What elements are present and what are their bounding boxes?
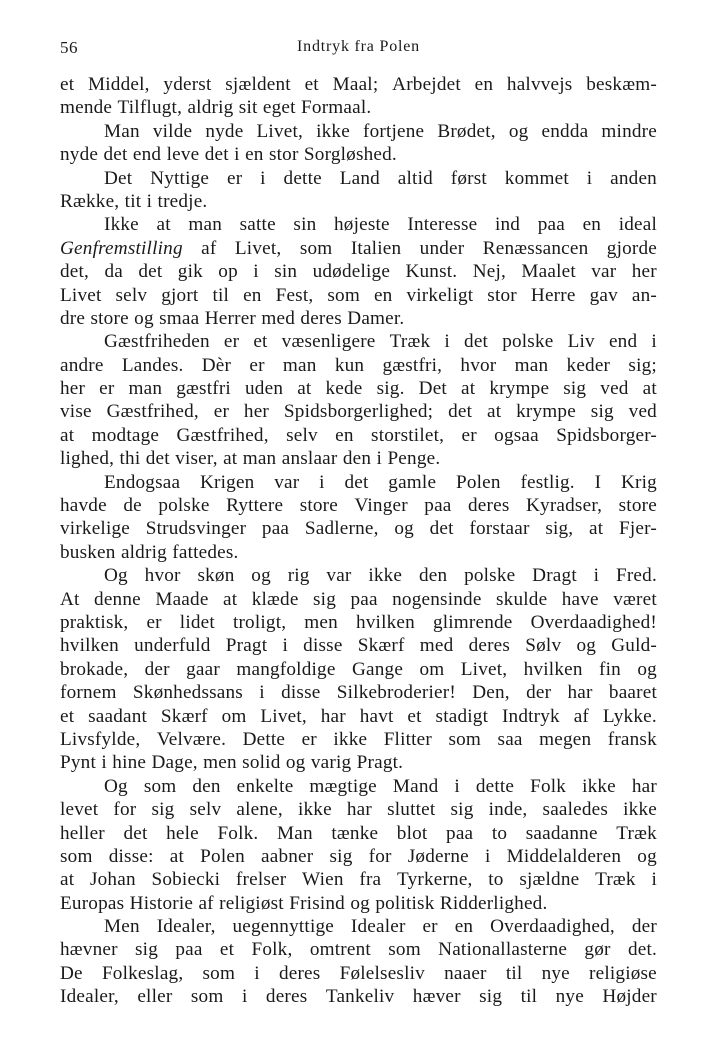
text-line: andre Landes. Dèr er man kun gæstfri, hvor man keder sig; [60,354,657,376]
text-line: dre store og smaa Herrer med deres Damer. [60,307,405,329]
text-line: Og som den enkelte mægtige Mand i dette Folk ikke har [104,775,657,797]
text-line: Pynt i hine Dage, men solid og varig Pragt. [60,752,404,774]
text-line: det, da det gik op i sin udødelige Kunst. Nej, Maalet var her [60,261,657,283]
text-line: virkelige Strudsvinger paa Sadlerne, og det forstaar sig, at Fjer- [60,518,657,540]
page-number: 56 [60,38,78,57]
text-line: Genfremstilling af Livet, som Italien under Renæssancen gjorde [60,237,657,259]
text-line: Det Nyttige er i dette Land altid først kommet i anden [104,167,657,189]
text-line: Man vilde nyde Livet, ikke fortjene Brødet, og endda mindre [104,120,657,142]
text-line: De Folkeslag, som i deres Følelsesliv naaer til nye religiøse [60,962,657,984]
text-line: Idealer, eller som i deres Tankeliv hæver sig til nye Højder [60,986,657,1008]
text-line: her er man gæstfri uden at kede sig. Det at krympe sig ved at [60,378,657,400]
text-line: at modtage Gæstfrihed, selv en storstilet, er ogsaa Spidsborger- [60,424,657,446]
text-line: Livsfylde, Velvære. Dette er ikke Flitter som saa megen fransk [60,728,657,750]
text-line: Livet selv gjort til en Fest, som en virkeligt stor Herre gav an- [60,284,657,306]
text-line: Og hvor skøn og rig var ikke den polske Dragt i Fred. [104,565,657,587]
text-line: lighed, thi det viser, at man anslaar den i Penge. [60,448,441,470]
text-line: levet for sig selv alene, ikke har sluttet sig inde, saaledes ikke [60,799,657,821]
text-line: vise Gæstfrihed, er her Spidsborgerlighed; det at krympe sig ved [60,401,657,423]
book-page [60,38,657,1009]
text-line: Europas Historie af religiøst Frisind og politisk Ridderlighed. [60,892,548,914]
text-line: mende Tilflugt, aldrig sit eget Formaal. [60,97,372,119]
running-title: Indtryk fra Polen [297,38,420,55]
text-line: et saadant Skærf om Livet, har havt et stadigt Indtryk af Lykke. [60,705,657,727]
text-line: busken aldrig fattedes. [60,541,239,563]
text-line: et Middel, yderst sjældent et Maal; Arbejdet en halvvejs beskæm- [60,74,657,95]
page-header [60,38,657,60]
text-line: hvilken underfuld Pragt i disse Skærf med deres Sølv og Guld- [60,635,657,657]
text-line: Endogsaa Krigen var i det gamle Polen festlig. I Krig [104,471,657,493]
text-line: havde de polske Ryttere store Vinger paa deres Kyradser, store [60,495,657,517]
text-line: Men Idealer, uegennyttige Idealer er en Overdaadighed, der [104,916,657,938]
text-line: nyde det end leve det i en stor Sorgløshed. [60,144,397,166]
text-line: heller det hele Folk. Man tænke blot paa to saadanne Træk [60,822,657,844]
text-line: Gæstfriheden er et væsenligere Træk i det polske Liv end i [104,331,657,353]
text-line: Række, tit i tredje. [60,190,208,212]
text-line: at Johan Sobiecki frelser Wien fra Tyrkerne, to sjældne Træk i [60,869,657,891]
text-line: fornem Skønhedssans i disse Silkebroderier! Den, der har baaret [60,682,657,704]
text-line: som disse: at Polen aabner sig for Jøderne i Middelalderen og [60,845,657,867]
text-line: hævner sig paa et Folk, omtrent som Nationallasterne gør det. [60,939,657,961]
text-line: At denne Maade at klæde sig paa nogensinde skulde have været [60,588,657,610]
text-line: brokade, der gaar mangfoldige Gange om Livet, hvilken fin og [60,658,657,680]
text-line: Ikke at man satte sin højeste Interesse ind paa en ideal [104,214,657,236]
text-line: praktisk, er lidet troligt, men hvilken glimrende Overdaadighed! [60,611,657,633]
body-text [60,73,657,1009]
